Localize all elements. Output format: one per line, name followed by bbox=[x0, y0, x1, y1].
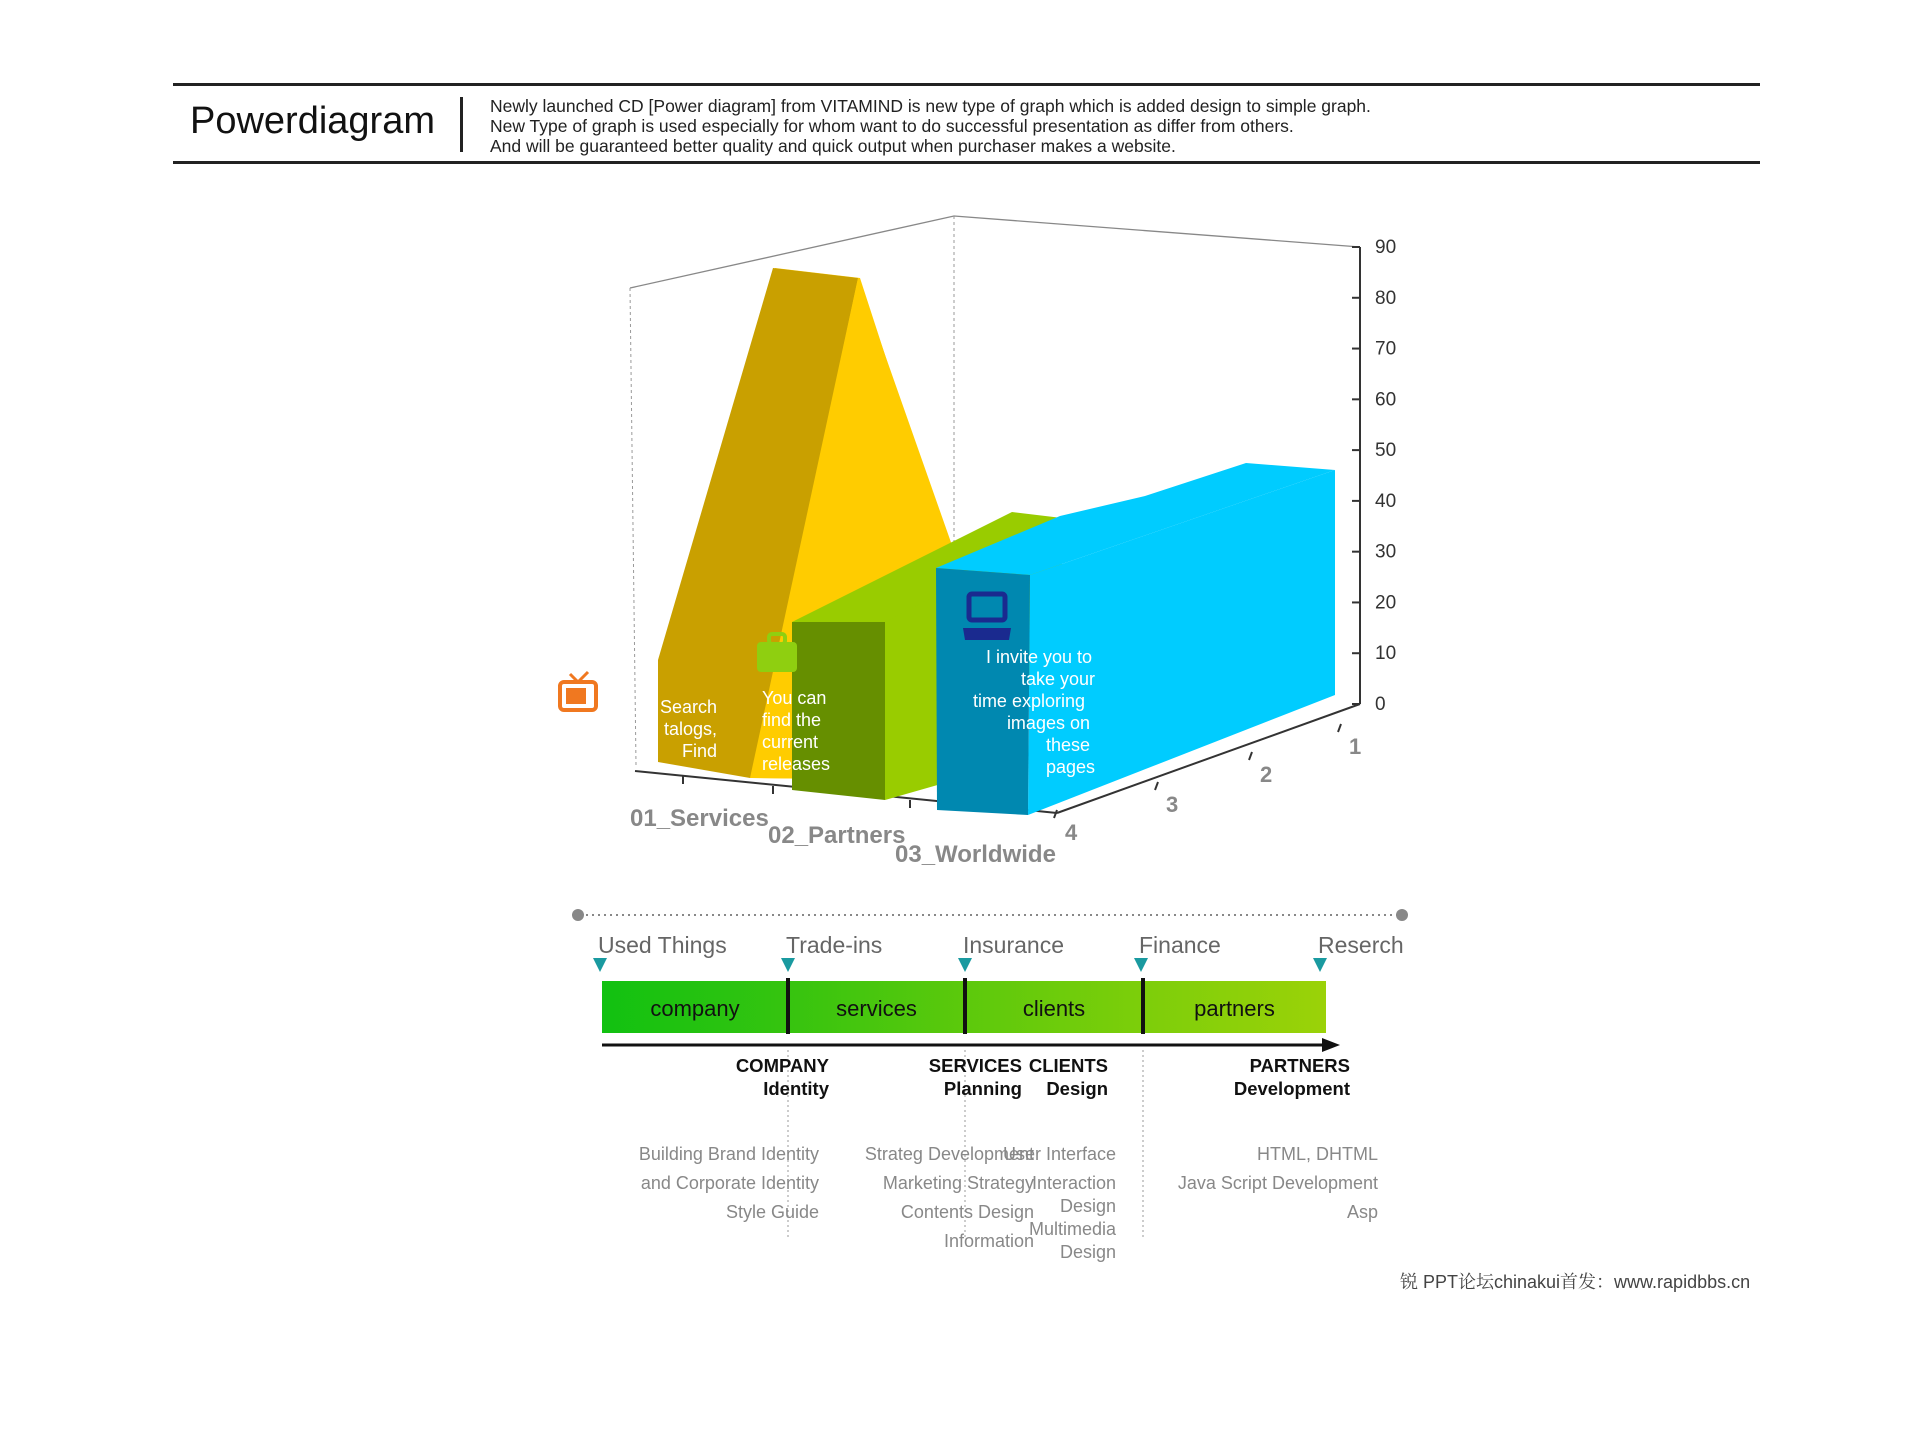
y-axis-tick-label: 70 bbox=[1375, 338, 1397, 360]
timeline-stop-label: Used Things bbox=[598, 932, 727, 958]
watermark: 锐 PPT论坛chinakui首发：www.rapidbbs.cn bbox=[1400, 1272, 1751, 1292]
tv-icon bbox=[560, 672, 596, 710]
timeline-segment-label: services bbox=[836, 996, 917, 1021]
depth-axis-tick-label: 3 bbox=[1166, 792, 1179, 817]
series-worldwide-label: time exploring bbox=[972, 691, 1085, 711]
header-description-line: And will be guaranteed better quality and quick output when purchaser makes a website. bbox=[490, 136, 1176, 156]
depth-axis-tick-label: 2 bbox=[1260, 762, 1273, 787]
series-partners-label: find the bbox=[762, 710, 822, 730]
timeline-detail: HTML, DHTML bbox=[1257, 1144, 1378, 1164]
series-services-label: Find bbox=[681, 741, 717, 761]
bag-icon-body bbox=[757, 642, 797, 672]
y-axis-tick-label: 50 bbox=[1375, 440, 1397, 462]
y-axis-tick-label: 20 bbox=[1375, 592, 1397, 614]
depth-axis-tick-label: 4 bbox=[1065, 820, 1078, 845]
y-axis-tick-label: 0 bbox=[1375, 694, 1386, 715]
series-worldwide-label: take your bbox=[1020, 669, 1095, 689]
timeline-detail: Contents Design bbox=[900, 1202, 1034, 1222]
timeline-heading: Development bbox=[1233, 1078, 1350, 1099]
timeline-detail: Design bbox=[1059, 1196, 1116, 1216]
page-title: Powerdiagram bbox=[190, 100, 435, 142]
series-worldwide-label: I invite you to bbox=[985, 647, 1092, 667]
series-worldwide-label: these bbox=[1045, 735, 1090, 755]
timeline-stop-label: Insurance bbox=[963, 932, 1065, 958]
y-axis-tick-label: 30 bbox=[1375, 541, 1397, 563]
chart-frame-top bbox=[630, 216, 1360, 288]
timeline-arrow-head bbox=[1322, 1038, 1340, 1052]
header-description-line: New Type of graph is used especially for whom want to do successful presentation as differ from others. bbox=[490, 116, 1294, 136]
timeline-heading: PARTNERS bbox=[1249, 1055, 1350, 1076]
depth-axis-tick bbox=[1249, 752, 1252, 760]
timeline-segment-divider bbox=[963, 978, 967, 1034]
timeline-detail: Strateg Development bbox=[864, 1144, 1034, 1164]
y-axis-tick-label: 60 bbox=[1375, 389, 1397, 411]
series-services-label: Search bbox=[659, 697, 717, 717]
timeline-heading: Identity bbox=[763, 1078, 829, 1099]
timeline-rule-start-dot bbox=[572, 909, 584, 921]
series-services-label: talogs, bbox=[663, 719, 717, 739]
depth-axis-tick-label: 1 bbox=[1349, 734, 1362, 759]
timeline-heading: Design bbox=[1046, 1078, 1108, 1099]
series-partners-label: releases bbox=[762, 754, 831, 774]
timeline-segment-label: company bbox=[650, 996, 740, 1021]
timeline-stop-marker bbox=[1134, 958, 1148, 972]
timeline-segment-divider bbox=[786, 978, 790, 1034]
timeline-detail: Marketing Strategy bbox=[882, 1173, 1034, 1193]
timeline-detail: Java Script Development bbox=[1177, 1173, 1378, 1193]
timeline-detail: Interaction bbox=[1031, 1173, 1116, 1193]
tv-icon-screen bbox=[566, 688, 586, 704]
timeline-stop-label: Finance bbox=[1139, 932, 1221, 958]
timeline-rule-end-dot bbox=[1396, 909, 1408, 921]
timeline-heading: CLIENTS bbox=[1028, 1055, 1108, 1076]
timeline-stop-marker bbox=[958, 958, 972, 972]
timeline-segment-divider bbox=[1141, 978, 1145, 1034]
depth-axis-tick bbox=[1155, 782, 1158, 790]
timeline-detail: Building Brand Identity bbox=[638, 1144, 819, 1164]
timeline-stop-marker bbox=[1313, 958, 1327, 972]
timeline-detail: Design bbox=[1059, 1242, 1116, 1262]
timeline-detail: Asp bbox=[1346, 1202, 1378, 1222]
header-description-line: Newly launched CD [Power diagram] from VITAMIND is new type of graph which is added design to simple graph. bbox=[490, 96, 1371, 116]
y-axis-tick-label: 10 bbox=[1375, 643, 1397, 665]
series-worldwide-label: pages bbox=[1045, 757, 1095, 777]
y-axis-tick-label: 40 bbox=[1375, 490, 1397, 512]
x-axis-category-label: 01_Services bbox=[630, 805, 769, 832]
depth-axis-tick bbox=[1054, 810, 1057, 818]
timeline-detail: User Interface bbox=[1002, 1144, 1116, 1164]
y-axis-tick-label: 90 bbox=[1375, 237, 1397, 258]
timeline-heading: COMPANY bbox=[735, 1055, 829, 1076]
timeline-stop-marker bbox=[593, 958, 607, 972]
timeline-stop-marker bbox=[781, 958, 795, 972]
x-axis-category-label: 02_Partners bbox=[768, 822, 906, 849]
timeline-stop-label: Reserch bbox=[1318, 932, 1404, 958]
timeline-detail: Information bbox=[943, 1231, 1034, 1251]
y-axis-tick-label: 80 bbox=[1375, 287, 1397, 309]
laptop-icon-keyboard bbox=[963, 628, 1011, 640]
timeline-detail: Style Guide bbox=[725, 1202, 819, 1222]
timeline-detail: and Corporate Identity bbox=[640, 1173, 819, 1193]
depth-axis-tick bbox=[1338, 724, 1341, 732]
x-axis-category-label: 03_Worldwide bbox=[895, 841, 1056, 868]
timeline-stop-label: Trade-ins bbox=[786, 932, 883, 958]
series-partners-label: current bbox=[762, 732, 819, 752]
chart-frame-left-edge bbox=[630, 288, 636, 765]
timeline-heading: SERVICES bbox=[928, 1055, 1022, 1076]
series-worldwide-label: images on bbox=[1006, 713, 1090, 733]
timeline-detail: Multimedia bbox=[1028, 1219, 1116, 1239]
timeline-segment-label: partners bbox=[1194, 996, 1275, 1021]
timeline-segment-label: clients bbox=[1022, 996, 1086, 1021]
timeline-heading: Planning bbox=[943, 1078, 1022, 1099]
series-partners-label: You can bbox=[762, 688, 827, 708]
